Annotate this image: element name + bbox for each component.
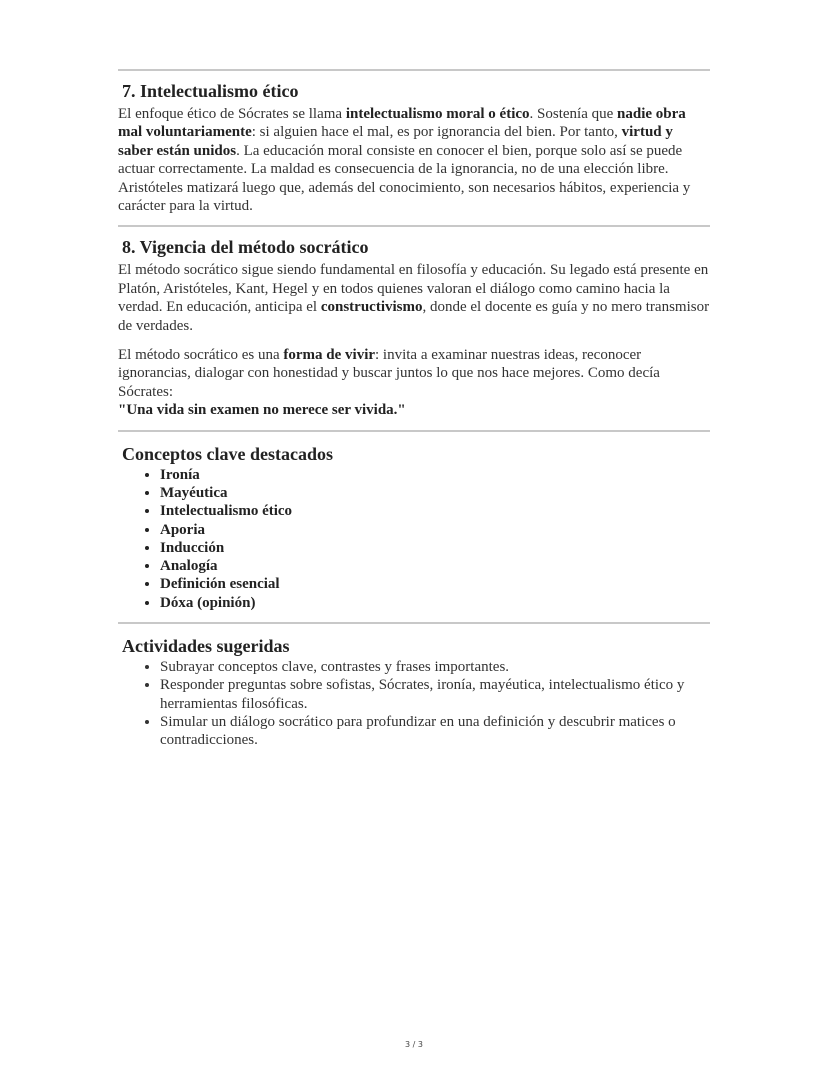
text: . Sostenía que bbox=[529, 106, 618, 122]
list-item: • Aporia bbox=[160, 521, 710, 539]
section-title: Actividades sugeridas bbox=[122, 636, 290, 657]
bold-text: nadie obra mal voluntariamente bbox=[118, 106, 686, 141]
list-item: • Analogía bbox=[160, 557, 710, 575]
section-conceptos bbox=[118, 443, 710, 622]
list-item: • Dóxa (opinión) bbox=[160, 594, 710, 612]
section-title: 7. Intelectualismo ético bbox=[122, 81, 299, 101]
section-title: 8. Vigencia del método socrático bbox=[122, 237, 369, 258]
divider bbox=[118, 622, 710, 624]
bold-text: forma de vivir bbox=[283, 347, 376, 364]
divider bbox=[118, 430, 710, 432]
section-title: Conceptos clave destacados bbox=[122, 443, 333, 464]
list-item: • Simular un diálogo socrático para profundizar en una definición y descubrir matices o contradicciones. bbox=[160, 713, 710, 750]
paragraph bbox=[118, 105, 710, 215]
text: : si alguien hace el mal, es por ignorancia del bien. Por tanto, bbox=[251, 124, 622, 141]
divider bbox=[118, 225, 710, 227]
text: El método socrático sigue siendo fundamental en filosofía y educación. Su legado está presente en Platón, Aristóteles, Kant, Hegel y en todos quienes valoran el diálogo como camino hacia la verdad. En educación, anticipa el bbox=[118, 262, 709, 316]
text: : invita a examinar nuestras ideas, reconocer ignorancias, dialogar con honestidad y buscar juntos lo que nos hace mejores. Como decía Sócrates: bbox=[118, 347, 660, 400]
paragraph bbox=[118, 261, 710, 335]
activities-list bbox=[118, 658, 710, 749]
quote: "Una vida sin examen no merece ser vivida." bbox=[118, 402, 406, 419]
list-item: • Responder preguntas sobre sofistas, Sócrates, ironía, mayéutica, intelectualismo ético y herramientas filosóficas. bbox=[160, 676, 710, 713]
page-content bbox=[118, 69, 710, 760]
concepts-list bbox=[118, 466, 710, 612]
bold-text: constructivismo bbox=[320, 299, 423, 316]
paragraph bbox=[118, 346, 710, 420]
page-number: 3 / 3 bbox=[405, 1040, 423, 1049]
text: . La educación moral consiste en conocer el bien, porque solo así se puede actuar correctamente. La maldad es consecuencia de la ignorancia, no de una elección libre. Aristóteles matizará luego que, además del conocimiento, son necesarios hábitos, experiencia y carácter para la virtud. bbox=[118, 142, 691, 215]
text: El método socrático es una bbox=[118, 347, 284, 364]
bold-text: intelectualismo moral o ético bbox=[345, 106, 530, 122]
text: El enfoque ético de Sócrates se llama bbox=[118, 106, 346, 122]
list-item: • Intelectualismo ético bbox=[160, 502, 710, 520]
bold-text: virtud y saber están unidos bbox=[118, 124, 673, 159]
section-vigencia bbox=[118, 236, 710, 429]
list-item: • Inducción bbox=[160, 539, 710, 557]
text: , donde el docente es guía y no mero transmisor de verdades. bbox=[118, 299, 710, 334]
section-actividades bbox=[118, 635, 710, 759]
list-item: • Subrayar conceptos clave, contrastes y frases importantes. bbox=[160, 658, 710, 676]
section-intelectualismo bbox=[118, 80, 710, 225]
list-item: • Ironía bbox=[160, 466, 710, 484]
list-item: • Mayéutica bbox=[160, 484, 710, 502]
list-item: • Definición esencial bbox=[160, 575, 710, 593]
divider bbox=[118, 69, 710, 71]
